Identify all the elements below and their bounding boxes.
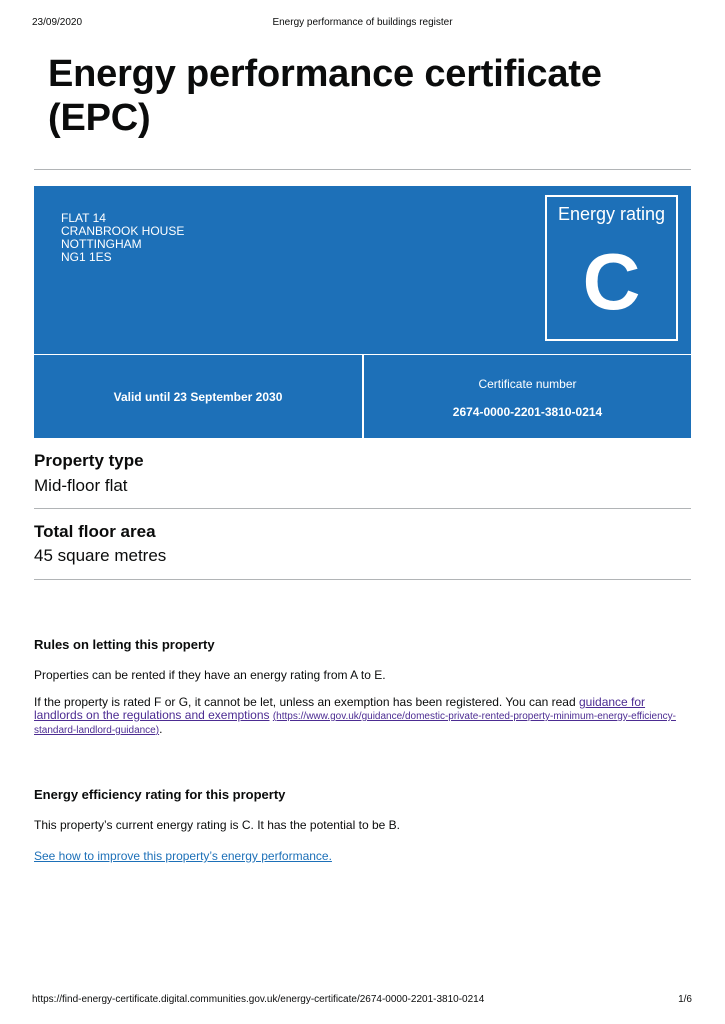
efficiency-link-paragraph	[34, 850, 694, 863]
certificate-info-row	[34, 355, 691, 438]
address-line: NOTTINGHAM	[61, 237, 142, 251]
energy-rating-letter: C	[582, 237, 641, 326]
property-type-value: Mid-floor flat	[34, 476, 128, 495]
validity-cell	[34, 355, 362, 438]
landlord-guidance-link[interactable]: guidance for landlords on the regulations and exemptions	[34, 695, 646, 722]
property-address	[61, 212, 184, 264]
rules-paragraph-1: Properties can be rented if they have an energy rating from A to E.	[34, 668, 386, 682]
energy-rating-box	[545, 195, 678, 341]
rules-heading: Rules on letting this property	[34, 637, 215, 652]
certificate-number-cell	[364, 355, 691, 438]
print-footer-url: https://find-energy-certificate.digital.communities.gov.uk/energy-certificate/2674-0000-2201-3810-0214	[32, 994, 485, 1005]
address-line: NG1 1ES	[61, 250, 112, 264]
certificate-number-value: 2674-0000-2201-3810-0214	[452, 405, 603, 419]
divider	[34, 169, 691, 170]
address-line: CRANBROOK HOUSE	[61, 224, 185, 238]
floor-area-label: Total floor area	[34, 522, 156, 541]
rules-paragraph-2-end: .	[159, 722, 163, 736]
address-line: FLAT 14	[61, 211, 106, 225]
page-title: Energy performance certificate (EPC)	[48, 53, 602, 139]
rules-paragraph-2-text: If the property is rated F or G, it cannot be let, unless an exemption has been registered. You can read	[34, 695, 579, 709]
improve-energy-performance-link[interactable]: See how to improve this property’s energy performance.	[34, 849, 332, 863]
divider	[34, 508, 691, 509]
rules-paragraph-2	[34, 696, 694, 737]
valid-until-text: Valid until 23 September 2030	[113, 390, 283, 404]
print-header-title: Energy performance of buildings register	[272, 17, 453, 28]
energy-rating-label: Energy rating	[557, 204, 666, 224]
divider	[34, 579, 691, 580]
print-date: 23/09/2020	[32, 17, 83, 28]
epc-summary-panel	[34, 186, 691, 354]
print-page-number: 1/6	[678, 994, 692, 1005]
floor-area-value: 45 square metres	[34, 546, 167, 565]
property-type-label: Property type	[34, 451, 144, 470]
landlord-guidance-url[interactable]: (https://www.gov.uk/guidance/domestic-private-rented-property-minimum-energy-efficiency-standard-landlord-guidance)	[34, 711, 676, 736]
efficiency-text: This property’s current energy rating is C. It has the potential to be B.	[34, 818, 400, 832]
efficiency-heading: Energy efficiency rating for this property	[34, 787, 286, 802]
certificate-number-label: Certificate number	[478, 377, 577, 391]
